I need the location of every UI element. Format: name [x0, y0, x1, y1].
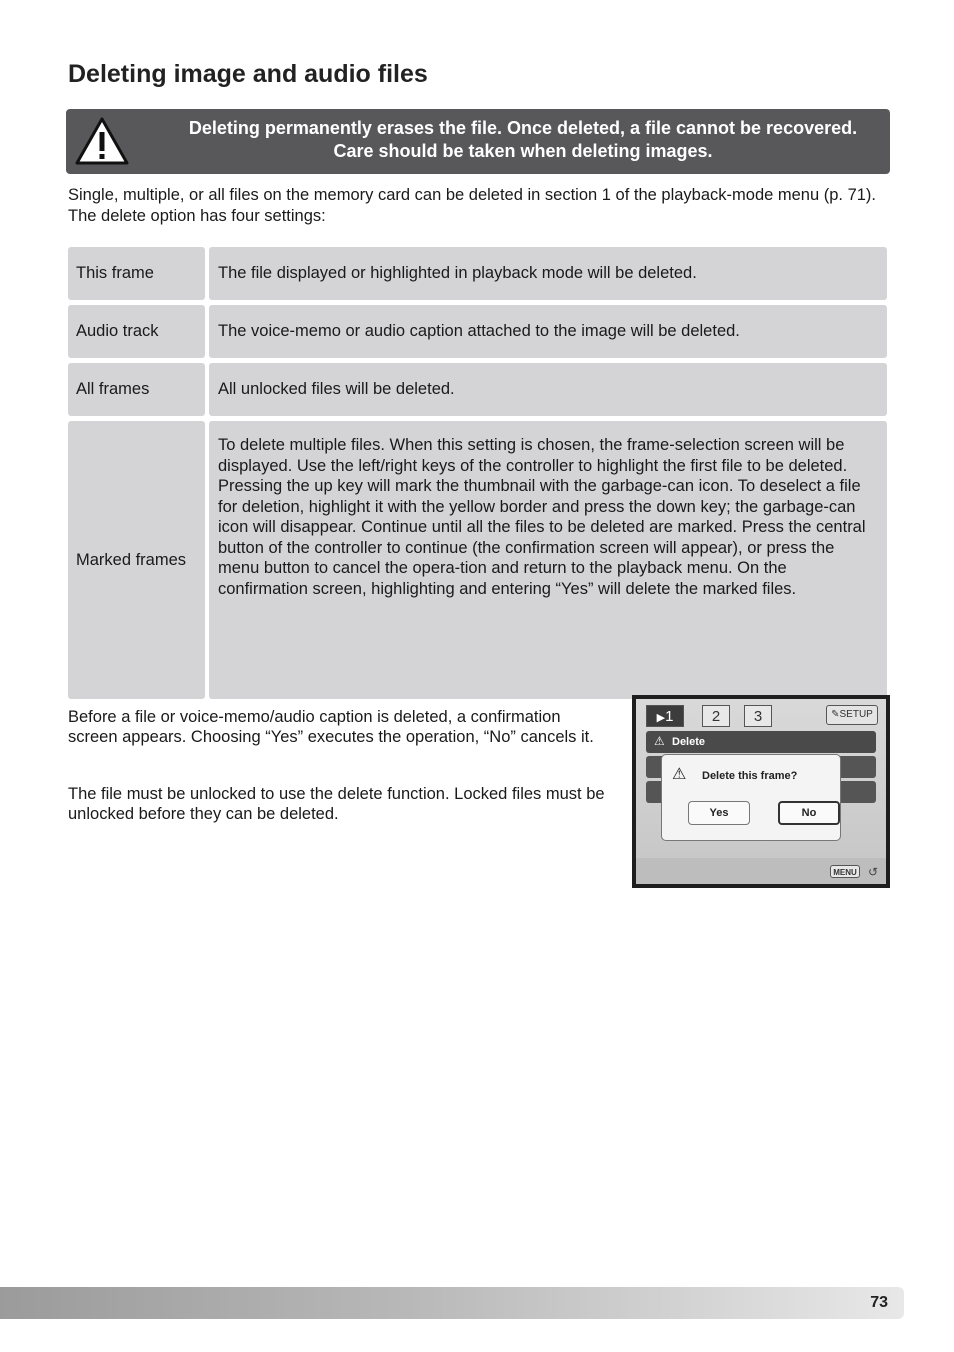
tab-2[interactable]: 2: [702, 705, 730, 727]
setting-label: Marked frames: [68, 421, 205, 699]
locked-files-paragraph: The file must be unlocked to use the delete function. Locked files must be unlocked before they can be deleted.: [68, 785, 605, 823]
setup-tab[interactable]: ✎SETUP: [826, 705, 878, 725]
warning-box: [66, 109, 890, 174]
menu-item-label: Delete: [672, 736, 706, 748]
menu-key-button[interactable]: MENU: [830, 865, 860, 878]
dialog-message: Delete this frame?: [702, 770, 798, 782]
warning-text: Deleting permanently erases the file. Once deleted, a file cannot be recovered. Care should be taken when deleting images.: [188, 118, 858, 161]
intro-text: Single, multiple, or all files on the memory card can be deleted in section 1 of the playback-mode menu (p. 71). The delete option has four settings:: [68, 186, 877, 225]
confirmation-paragraph: Before a file or voice-memo/audio caption is deleted, a confirmation screen appears. Choosing “Yes” executes the operation, “No” cancels it.: [68, 708, 594, 746]
setting-description: All unlocked files will be deleted.: [209, 363, 887, 416]
screen-footer: [636, 858, 886, 884]
setting-description: To delete multiple files. When this setting is chosen, the frame-selection screen will be displayed. Use the left/right keys of the controller to highlight the first file to be deleted. Pressing the up key will mark the thumbnail with the garbage-can icon. To deselect a file for deletion, highlight it with the yellow border and press the down key; the garbage-can icon will disappear. Continue until all the files to be deleted are marked. Press the central button of the controller to continue (the confirmation screen will appear), or press the menu button to cancel the opera-tion and return to the playback menu. On the confirmation screen, highlighting and entering “Yes” will delete the marked files.: [209, 421, 887, 699]
no-button[interactable]: No: [778, 801, 840, 825]
footer-bar: [0, 1287, 904, 1319]
settings-row: [68, 247, 887, 300]
setting-label: All frames: [68, 363, 205, 416]
warning-icon: [74, 115, 130, 167]
page-title: Deleting image and audio files: [68, 60, 428, 88]
setting-description: The file displayed or highlighted in playback mode will be deleted.: [209, 247, 887, 300]
warning-icon: ⚠: [672, 766, 687, 783]
page-number: 73: [870, 1294, 888, 1311]
playback-icon: ▶: [656, 712, 666, 724]
setting-label: Audio track: [68, 305, 205, 358]
confirm-dialog: [661, 754, 841, 841]
tab-3[interactable]: 3: [744, 705, 772, 727]
tab-playback-1[interactable]: ▶1: [646, 705, 684, 727]
settings-row: [68, 363, 887, 416]
menu-item-delete[interactable]: [646, 731, 876, 753]
settings-row: [68, 421, 887, 699]
warning-icon: ⚠: [654, 734, 665, 748]
setting-label: This frame: [68, 247, 205, 300]
yes-button[interactable]: Yes: [688, 801, 750, 825]
back-arrow-icon: ↺: [867, 865, 878, 879]
camera-menu-screen: [632, 695, 890, 888]
wrench-icon: ✎: [831, 709, 840, 720]
setting-description: The voice-memo or audio caption attached to the image will be deleted.: [209, 305, 887, 358]
settings-row: [68, 305, 887, 358]
